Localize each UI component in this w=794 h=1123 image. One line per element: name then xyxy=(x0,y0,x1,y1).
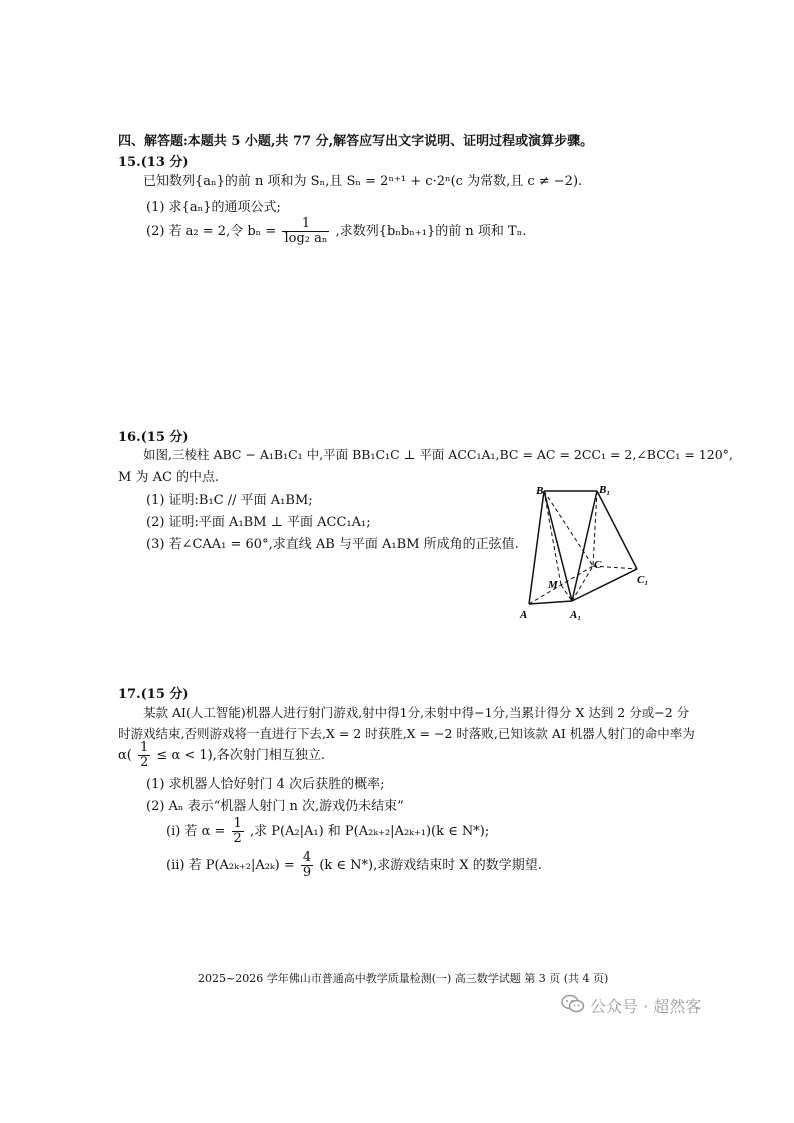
q17-sub2 xyxy=(166,851,542,880)
q17-sub2-prefix: (ii) 若 P(A₂ₖ₊₂|A₂ₖ) = xyxy=(166,858,295,873)
q15-part2-suffix: ,求数列{bₙbₙ₊₁}的前 n 项和 Tₙ. xyxy=(335,224,527,239)
q17-line3 xyxy=(118,741,325,770)
edge-b1-a1 xyxy=(572,491,597,601)
label-a1: A₁ xyxy=(570,609,582,621)
q16-stem-line1: 如图,三棱柱 ABC − A₁B₁C₁ 中,平面 BB₁C₁C ⊥ 平面 ACC₁A₁,BC = AC = 2CC₁ = 2,∠BCC₁ = 120°, xyxy=(143,447,733,462)
q15-fraction-denominator: log₂ aₙ xyxy=(284,231,328,246)
edge-b-a xyxy=(529,491,544,604)
q15-part2-prefix: (2) 若 a₂ = 2,令 bₙ = xyxy=(146,224,277,239)
q15-number: 15.(13 分) xyxy=(118,155,189,170)
q17-line3-prefix: α( xyxy=(118,748,132,763)
q17-number: 17.(15 分) xyxy=(118,687,189,702)
edge-b-m xyxy=(544,491,561,585)
q15-stem: 已知数列{aₙ}的前 n 项和为 Sₙ,且 Sₙ = 2ⁿ⁺¹ + c·2ⁿ(c 为常数,且 c ≠ −2). xyxy=(143,174,583,189)
q17-sub2-numerator: 4 xyxy=(302,850,312,865)
edge-a-a1 xyxy=(529,601,572,604)
watermark-text: 公众号 · 超然客 xyxy=(590,997,702,1016)
q17-sub1-denominator: 2 xyxy=(233,831,242,846)
label-a: A xyxy=(520,609,528,621)
label-m: M xyxy=(548,579,558,591)
q17-line3-fraction xyxy=(138,741,150,770)
q17-sub1 xyxy=(166,817,489,846)
page-footer: 2025~2026 学年佛山市普通高中教学质量检测(一) 高三数学试题 第 3 页 (共 4 页) xyxy=(198,972,609,985)
label-b: B xyxy=(536,485,544,497)
q16-part1: (1) 证明:B₁C // 平面 A₁BM; xyxy=(146,493,313,508)
q17-line1: 某款 AI(人工智能)机器人进行射门游戏,射中得1分,未射中得−1分,当累计得分 X 达到 2 分或−2 分 xyxy=(143,705,690,720)
q16-part2: (2) 证明:平面 A₁BM ⊥ 平面 ACC₁A₁; xyxy=(146,515,371,530)
edge-b1-c1 xyxy=(597,491,637,569)
q17-sub2-fraction xyxy=(301,851,313,880)
q17-part1: (1) 求机器人恰好射门 4 次后获胜的概率; xyxy=(146,777,385,792)
q15-fraction-numerator: 1 xyxy=(282,217,329,232)
q17-line3-numerator: 1 xyxy=(140,740,149,755)
q15-part1: (1) 求{aₙ}的通项公式; xyxy=(146,200,281,215)
edge-b-c xyxy=(544,491,593,566)
label-b1: B₁ xyxy=(599,484,611,496)
q17-sub1-numerator: 1 xyxy=(233,816,242,831)
label-c1: C₁ xyxy=(637,574,649,586)
q17-line3-denominator: 2 xyxy=(140,755,149,770)
q15-fraction xyxy=(282,217,329,246)
prism-figure xyxy=(510,478,660,628)
q17-part2: (2) Aₙ 表示“机器人射门 n 次,游戏仍未结束” xyxy=(146,799,404,814)
section-heading: 四、解答题:本题共 5 小题,共 77 分,解答应写出文字说明、证明过程或演算步骤。 xyxy=(118,134,594,149)
edge-a1-c1 xyxy=(572,569,637,601)
q17-line3-suffix: ≤ α < 1),各次射门相互独立. xyxy=(156,748,325,763)
q17-sub1-fraction xyxy=(232,817,244,846)
q17-sub1-prefix: (i) 若 α = xyxy=(166,824,226,839)
q16-part3: (3) 若∠CAA₁ = 60°,求直线 AB 与平面 A₁BM 所成角的正弦值. xyxy=(146,537,519,552)
q15-part2 xyxy=(146,217,526,246)
wechat-icon xyxy=(561,994,585,1014)
q17-sub1-suffix: ,求 P(A₂|A₁) 和 P(A₂ₖ₊₂|A₂ₖ₊₁)(k ∈ N*); xyxy=(249,824,490,839)
q16-number: 16.(15 分) xyxy=(118,430,189,445)
q17-sub2-suffix: (k ∈ N*),求游戏结束时 X 的数学期望. xyxy=(319,858,542,873)
q17-line2: 时游戏结束,否则游戏将一直进行下去,X = 2 时获胜,X = −2 时落败,已知该款 AI 机器人射门的命中率为 xyxy=(118,726,695,741)
q17-sub2-denominator: 9 xyxy=(302,865,312,880)
label-c: C xyxy=(594,559,602,571)
q16-stem-line2: M 为 AC 的中点. xyxy=(118,470,220,485)
